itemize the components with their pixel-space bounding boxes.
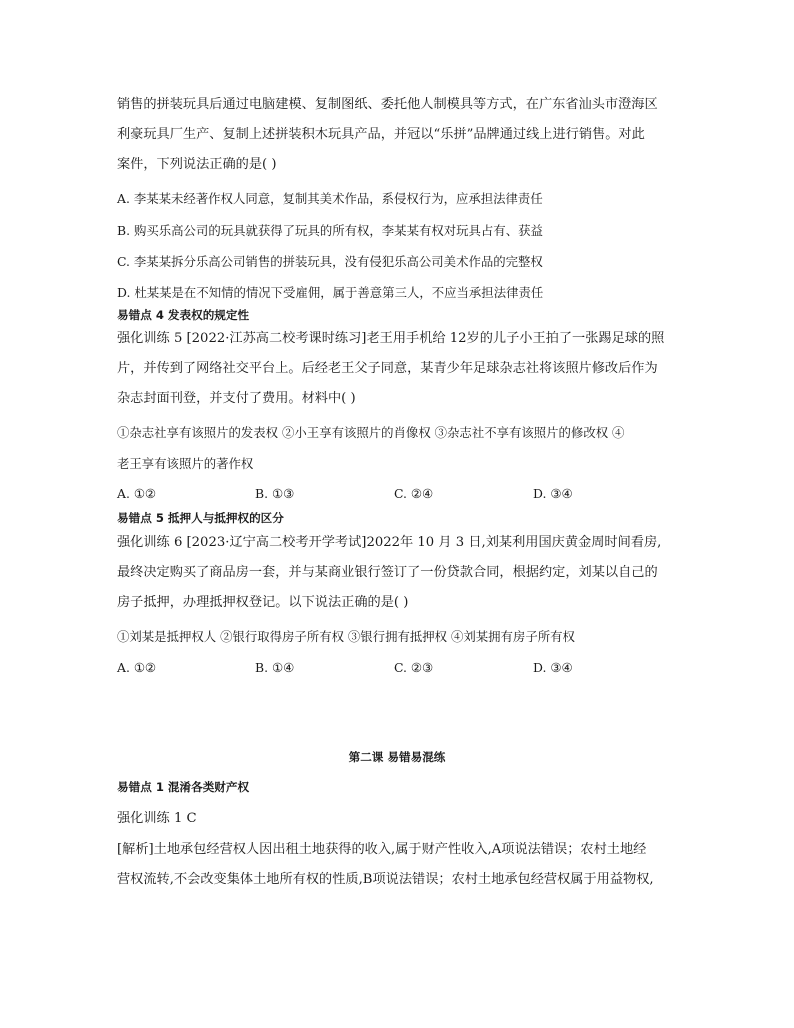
choice-c: C. ②③ <box>394 660 434 675</box>
training-answer: 强化训练 1 C <box>117 811 197 826</box>
choice-a: A. ①② <box>117 486 157 501</box>
option-d: D. 杜某某是在不知情的情况下受雇佣，属于善意第三人，不应当承担法律责任 <box>117 285 544 300</box>
option-b: B. 购买乐高公司的玩具就获得了玩具的所有权，李某某有权对玩具占有、获益 <box>117 223 543 238</box>
analysis-line: [解析]土地承包经营权人因出租土地获得的收入,属于财产性收入,A项说法错误；农村土地经 <box>117 842 647 857</box>
choice-a: A. ①② <box>117 660 157 675</box>
choice-b: B. ①③ <box>255 486 295 501</box>
option-a: A. 李某某未经著作权人同意，复制其美术作品，系侵权行为，应承担法律责任 <box>117 191 543 206</box>
choice-d: D. ③④ <box>533 486 573 501</box>
section-heading: 易错点 5 抵押人与抵押权的区分 <box>117 511 284 525</box>
question-text-line: 销售的拼装玩具后通过电脑建模、复制图纸、委托他人制模具等方式，在广东省汕头市澄海区 <box>117 97 658 112</box>
statement-line: ①刘某是抵押权人 ②银行取得房子所有权 ③银行拥有抵押权 ④刘某拥有房子所有权 <box>117 629 575 644</box>
option-c: C. 李某某拆分乐高公司销售的拼装玩具，没有侵犯乐高公司美术作品的完整权 <box>117 254 543 269</box>
question-text-line: 房子抵押，办理抵押权登记。以下说法正确的是( ) <box>117 595 409 610</box>
statement-line: 老王享有该照片的著作权 <box>117 456 254 471</box>
section-heading: 易错点 1 混淆各类财产权 <box>117 780 250 794</box>
question-text-line: 强化训练 5 [2022·江苏高二校考课时练习]老王用手机给 12岁的儿子小王拍了一张踢足球的照 <box>117 331 665 346</box>
question-text-line: 最终决定购买了商品房一套，并与某商业银行签订了一份贷款合同，根据约定，刘某以自己的 <box>117 565 658 580</box>
choice-d: D. ③④ <box>533 660 573 675</box>
question-text-line: 案件，下列说法正确的是( ) <box>117 157 277 172</box>
statement-line: ①杂志社享有该照片的发表权 ②小王享有该照片的肖像权 ③杂志社不享有该照片的修改权 ④ <box>117 425 625 440</box>
question-text-line: 杂志封面刊登，并支付了费用。材料中( ) <box>117 391 356 406</box>
section-heading: 易错点 4 发表权的规定性 <box>117 308 250 322</box>
question-text-line: 利豪玩具厂生产、复制上述拼装积木玩具产品，并冠以“乐拼”品牌通过线上进行销售。对此 <box>117 127 645 142</box>
question-text-line: 片，并传到了网络社交平台上。后经老王父子同意，某青少年足球杂志社将该照片修改后作为 <box>117 361 658 376</box>
analysis-line: 营权流转,不会改变集体土地所有权的性质,B项说法错误；农村土地承包经营权属于用益物权, <box>117 872 654 887</box>
choice-b: B. ①④ <box>255 660 295 675</box>
choice-c: C. ②④ <box>394 486 434 501</box>
lesson-title: 第二课 易错易混练 <box>348 750 446 764</box>
question-text-line: 强化训练 6 [2023·辽宁高二校考开学考试]2022年 10 月 3 日,刘某利用国庆黄金周时间看房, <box>117 535 662 550</box>
